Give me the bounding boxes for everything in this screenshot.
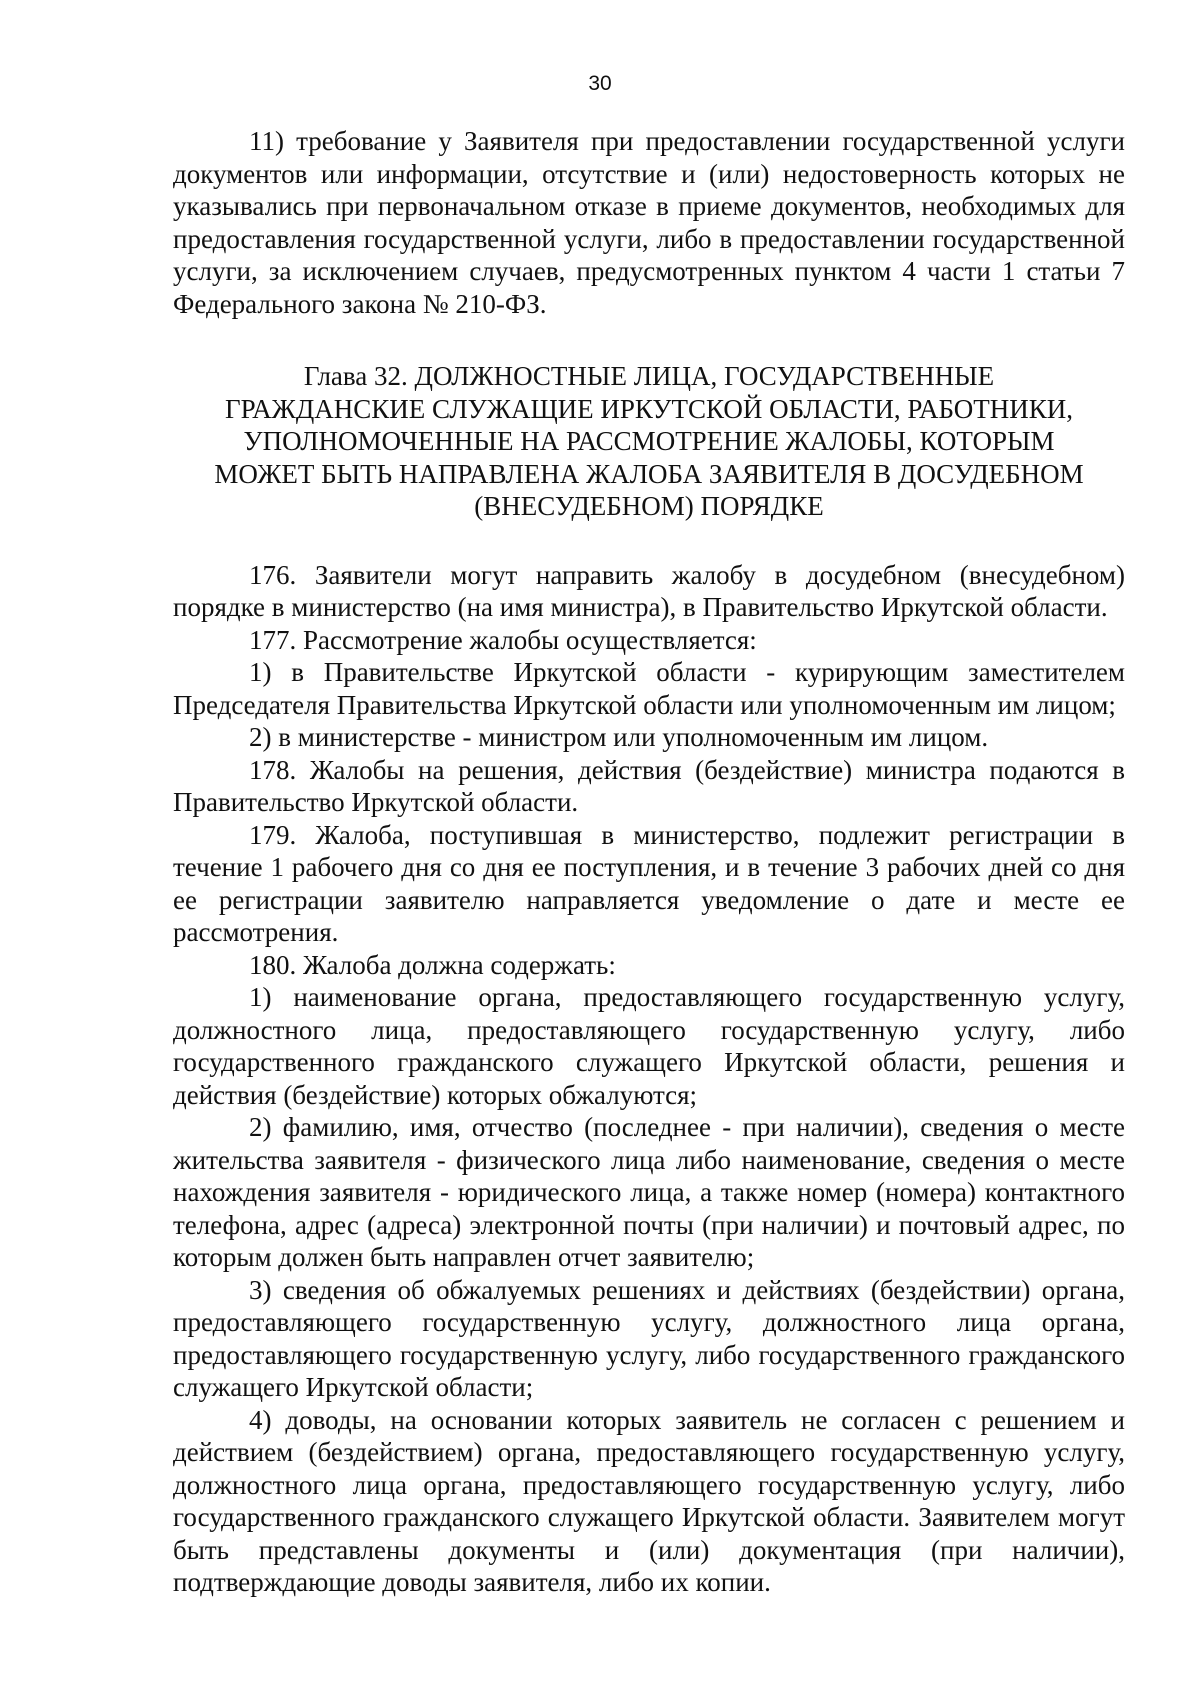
paragraph-180-item-2: 2) фамилию, имя, отчество (последнее - при наличии), сведения о месте жительства заявителя - физического лица либо наименование, сведения о месте нахождения заявителя - юридического лица, а также номер (номера) контактного телефона, адрес (адреса) электронной почты (при наличии) и почтовый адрес, по которым должен быть направлен отчет заявителю;: [173, 1112, 1125, 1272]
chapter-heading-line: ГРАЖДАНСКИЕ СЛУЖАЩИЕ ИРКУТСКОЙ ОБЛАСТИ, РАБОТНИКИ,: [224, 393, 1074, 424]
paragraph-180-item-3: 3) сведения об обжалуемых решениях и действиях (бездействии) органа, предоставляющего государственную услугу, должностного лица органа, предоставляющего государственную услугу, либо государственного гражданского служащего Иркутской области;: [173, 1274, 1125, 1402]
chapter-heading-line: (ВНЕСУДЕБНОМ) ПОРЯДКЕ: [474, 491, 824, 521]
page-number: 30: [588, 72, 612, 95]
paragraph-178: 178. Жалобы на решения, действия (бездействие) министра подаются в Правительство Иркутской области.: [173, 754, 1125, 817]
paragraph-180-item-4: 4) доводы, на основании которых заявитель не согласен с решением и действием (бездействием) органа, предоставляющего государственную услугу, должностного лица органа, предоставляющего государственную услугу, либо государственного гражданского служащего Иркутской области. Заявителем могут быть представлены документы и (или) документация (при наличии), подтверждающие доводы заявителя, либо их копии.: [173, 1404, 1125, 1597]
paragraph-179: 179. Жалоба, поступившая в министерство, подлежит регистрации в течение 1 рабочего дня со дня ее поступления, и в течение 3 рабочих дней со дня ее регистрации заявителю направляется уведомление о дате и месте ее рассмотрения.: [173, 819, 1125, 947]
paragraph-item-11: 11) требование у Заявителя при предоставлении государственной услуги документов или информации, отсутствие и (или) недостоверность которых не указывались при первоначальном отказе в приеме документов, необходимых для предоставления государственной услуги, либо в предоставлении государственной услуги, за исключением случаев, предусмотренных пунктом 4 части 1 статьи 7 Федерального закона № 210-ФЗ.: [173, 126, 1125, 319]
chapter-heading-line: УПОЛНОМОЧЕННЫЕ НА РАССМОТРЕНИЕ ЖАЛОБЫ, КОТОРЫМ: [243, 426, 1055, 456]
paragraph-180-item-1: 1) наименование органа, предоставляющего государственную услугу, должностного лица, предоставляющего государственную услугу, либо государственного гражданского служащего Иркутской области, решения и действия (бездействие) которых обжалуются;: [173, 982, 1125, 1110]
paragraph-180: 180. Жалоба должна содержать:: [249, 949, 616, 980]
chapter-heading-line: МОЖЕТ БЫТЬ НАПРАВЛЕНА ЖАЛОБА ЗАЯВИТЕЛЯ В ДОСУДЕБНОМ: [214, 458, 1084, 489]
document-body: [173, 125, 1125, 1599]
paragraph-176: 176. Заявители могут направить жалобу в досудебном (внесудебном) порядке в министерство (на имя министра), в Правительство Иркутской области.: [173, 559, 1125, 622]
paragraph-177-item-2: 2) в министерстве - министром или уполномоченным им лицом.: [249, 722, 989, 752]
paragraph-177: 177. Рассмотрение жалобы осуществляется:: [249, 624, 757, 655]
chapter-heading: [173, 360, 1125, 523]
paragraph-177-item-1: 1) в Правительстве Иркутской области - курирующим заместителем Председателя Правительства Иркутской области или уполномоченным им лицом;: [173, 657, 1125, 720]
chapter-heading-line: Глава 32. ДОЛЖНОСТНЫЕ ЛИЦА, ГОСУДАРСТВЕННЫЕ: [303, 361, 995, 391]
